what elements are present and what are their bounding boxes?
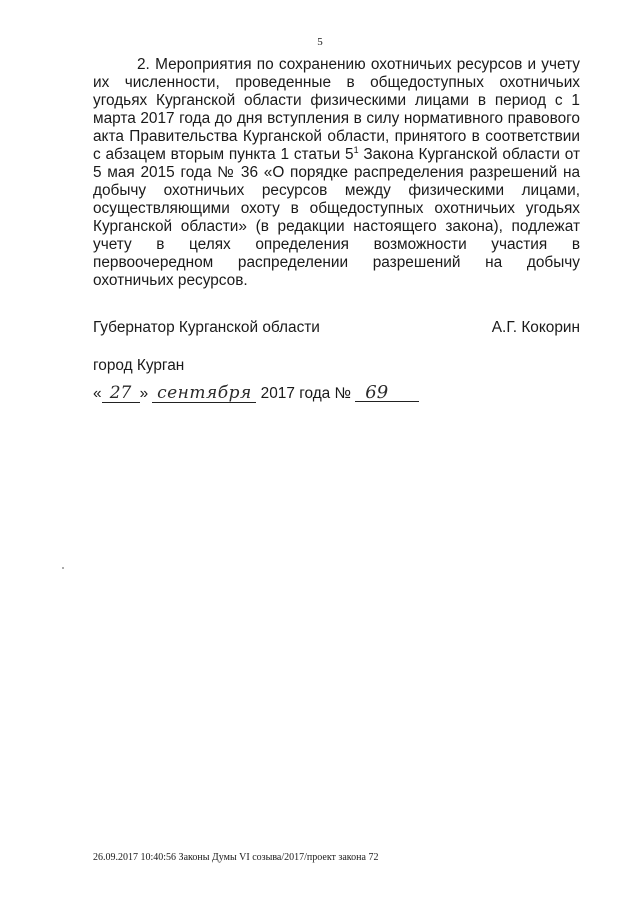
year-text: 2017 года №	[256, 385, 356, 402]
signature-block	[93, 319, 580, 337]
close-quote: »	[139, 385, 149, 402]
open-quote: «	[93, 385, 102, 402]
governor-title: Губернатор Курганской области	[93, 319, 320, 336]
handwritten-day: 27	[102, 385, 140, 403]
city-line: город Курган	[93, 357, 185, 374]
article-superscript: 1	[353, 145, 359, 155]
paragraph-text-part2: Закона Курганской области от 5 мая 2015 года № 36 «О порядке распределения разрешений на добычу охотничьих ресурсов между физическими лицами, осуществляющими охоту в общедоступных охотничьих угодьях Курганской области» (в редакции настоящего закона), подлежат учету в целях определения возможности участия в первоочередном распределении разрешений на добычу охотничьих ресурсов.	[93, 146, 580, 289]
law-paragraph	[93, 56, 580, 290]
handwritten-month: сентября	[152, 385, 256, 403]
governor-name: А.Г. Кокорин	[491, 319, 580, 336]
paragraph-text-part1: 2. Мероприятия по сохранению охотничьих ресурсов и учету их численности, проведенные в общедоступных охотничьих угодьях Курганской области физическими лицами в период с 1 марта 2017 года до дня вступления в силу нормативного правового акта Правительства Курганской области, принятого в соответствии с абзацем вторым пункта 1 статьи 5	[93, 56, 580, 163]
page-number: 5	[317, 36, 323, 48]
scan-speck	[62, 567, 64, 569]
handwritten-law-number: 69	[355, 384, 419, 402]
date-line	[93, 384, 419, 403]
footer-stamp: 26.09.2017 10:40:56 Законы Думы VI созыва/2017/проект закона 72	[93, 852, 379, 863]
